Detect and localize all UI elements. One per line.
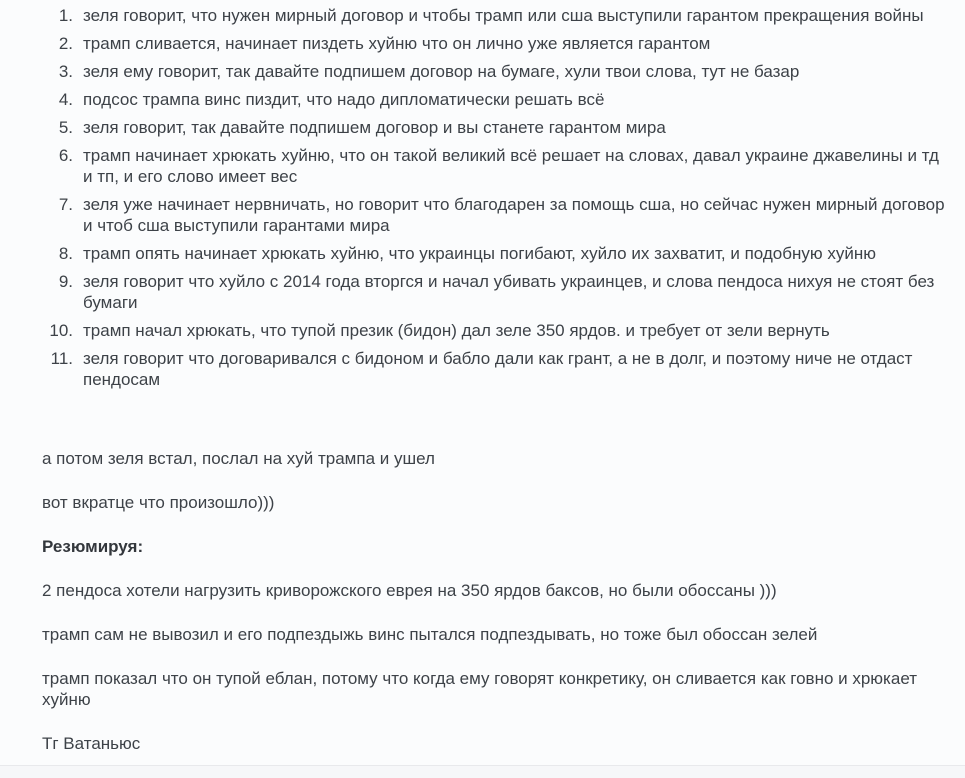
- summary-heading: Резюмируя:: [42, 537, 144, 556]
- list-item-number: 5.: [58, 118, 73, 137]
- list-item-text: зеля говорит, что нужен мирный договор и чтобы трамп или сша выступили гарантом прекращения войны: [83, 6, 924, 25]
- event-list: [42, 5, 953, 390]
- paragraph-conclusion-1: а потом зеля встал, послал на хуй трампа и ушел: [42, 449, 435, 468]
- list-item-text: трамп опять начинает хрюкать хуйню, что украинцы погибают, хуйло их захватит, и подобную хуйню: [83, 244, 876, 263]
- list-item: [42, 348, 953, 390]
- list-item: [42, 5, 953, 26]
- list-item: [42, 243, 953, 264]
- list-item: [42, 194, 953, 236]
- list-item: [42, 271, 953, 313]
- list-item: [42, 33, 953, 54]
- list-item-text: подсос трампа винс пиздит, что надо дипломатически решать всё: [83, 90, 605, 109]
- list-item-text: зеля ему говорит, так давайте подпишем договор на бумаге, хули твои слова, тут не базар: [83, 62, 800, 81]
- list-item: [42, 89, 953, 110]
- list-item-text: трамп начал хрюкать, что тупой презик (бидон) дал зеле 350 ярдов. и требует от зели вернуть: [83, 321, 830, 340]
- list-item-text: трамп начинает хрюкать хуйню, что он такой великий всё решает на словах, давал украине джавелины и тд и тп, и его слово имеет вес: [83, 146, 939, 186]
- list-item-number: 7.: [58, 195, 73, 214]
- list-item-number: 4.: [58, 90, 73, 109]
- list-item-number: 8.: [58, 244, 73, 263]
- list-item-number: 3.: [58, 62, 73, 81]
- list-item-text: зеля говорит что хуйло с 2014 года вторгся и начал убивать украинцев, и слова пендоса нихуя не стоят без бумаги: [83, 272, 935, 312]
- list-item-number: 10.: [49, 321, 73, 340]
- list-item-number: 9.: [58, 272, 73, 291]
- summary-paragraph-2: трамп сам не вывозил и его подпездыжь винс пытался подпездывать, но тоже был обоссан зелей: [42, 625, 818, 644]
- list-item-number: 2.: [58, 34, 73, 53]
- list-item-number: 6.: [58, 146, 73, 165]
- list-item-text: зеля говорит, так давайте подпишем договор и вы станете гарантом мира: [83, 118, 666, 137]
- list-item-number: 11.: [50, 349, 73, 368]
- summary-paragraph-3: трамп показал что он тупой еблан, потому что когда ему говорят конкретику, он сливается как говно и хрюкает хуйню: [42, 669, 918, 709]
- list-item: [42, 61, 953, 82]
- list-item-text: зеля говорит что договаривался с бидоном и бабло дали как грант, а не в долг, и поэтому ниче не отдаст пендосам: [83, 349, 913, 389]
- paragraph-conclusion-2: вот вкратце что произошло))): [42, 493, 275, 512]
- list-item-number: 1.: [58, 6, 73, 25]
- list-item-text: трамп сливается, начинает пиздеть хуйню что он лично уже является гарантом: [83, 34, 711, 53]
- list-item: [42, 320, 953, 341]
- list-item: [42, 117, 953, 138]
- summary-paragraph-1: 2 пендоса хотели нагрузить криворожского еврея на 350 ярдов баксов, но были обоссаны ))): [42, 581, 777, 600]
- bottom-divider: [0, 765, 965, 778]
- list-item-text: зеля уже начинает нервничать, но говорит что благодарен за помощь сша, но сейчас нужен мирный договор и чтоб сша выступили гарантами мира: [83, 195, 945, 235]
- signature: Тг Ватаньюс: [42, 734, 141, 753]
- list-item: [42, 145, 953, 187]
